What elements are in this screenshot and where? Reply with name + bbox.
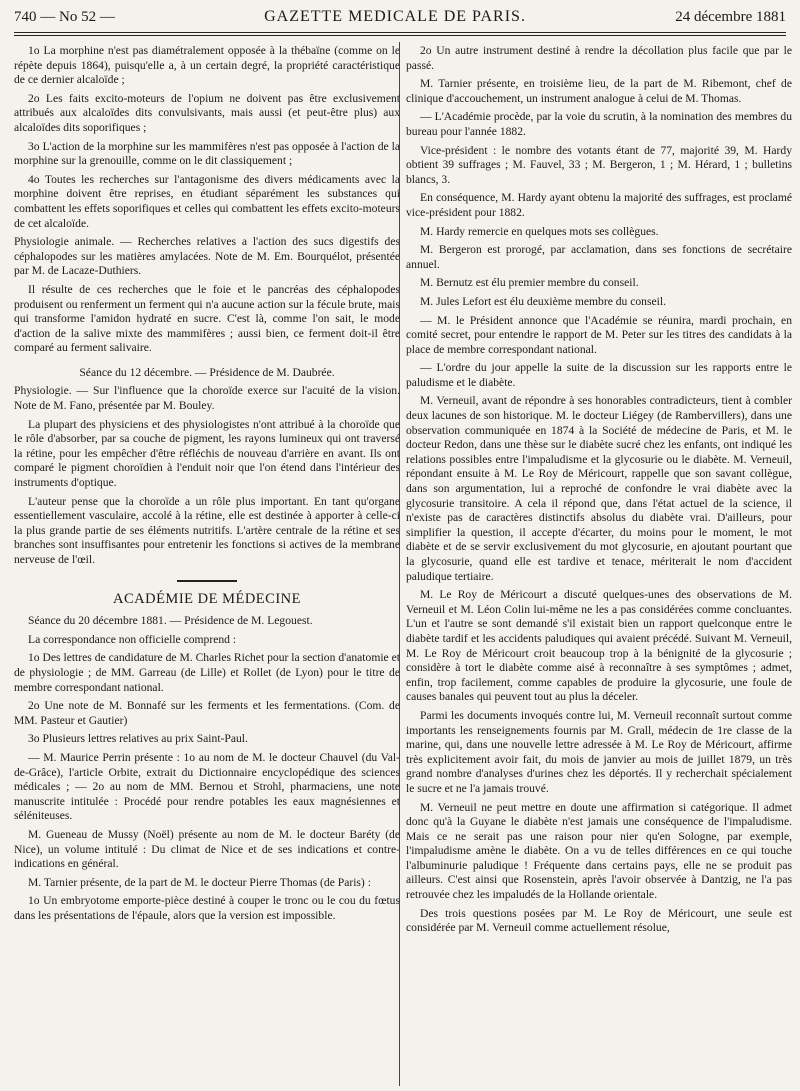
paragraph: M. Tarnier présente, en troisième lieu, de la part de M. Ribemont, chef de clinique d'accouchement, un instrument analogue à celui de M. Thomas.: [406, 77, 792, 105]
column-divider: [399, 42, 400, 1086]
paragraph: 2o Les faits excito-moteurs de l'opium ne doivent pas être exclusivement attribués aux alcaloïdes dits convulsivants, mais aussi (et peut-être plus) aux alcaloïdes dits soporifiques ;: [14, 91, 400, 134]
issue-date: 24 décembre 1881: [675, 9, 786, 25]
section-title: ACADÉMIE DE MÉDECINE: [112, 590, 301, 607]
paragraph: 3o Plusieurs lettres relatives au prix Saint-Paul.: [28, 732, 248, 746]
paragraph: — L'Académie procède, par la voie du scrutin, à la nomination des membres du bureau pour l'année 1882.: [406, 110, 792, 138]
section-divider: [177, 580, 237, 582]
paragraph: — M. Maurice Perrin présente : 1o au nom de M. le docteur Chauvel (du Val-de-Grâce), l'article Orbite, extrait du Dictionnaire encyclopédique des sciences médicales ; — 2o au nom de MM. Bernou et Strohl, pharmaciens, une note manuscrite intitulée : Procédé pour rendre potables les eaux magnésiennes et séléniteuses.: [14, 750, 400, 823]
left-column: [14, 44, 400, 1084]
paragraph: 2o Une note de M. Bonnafé sur les ferments et les fermentations. (Com. de MM. Pasteur et Gautier): [14, 699, 400, 727]
session-heading: Séance du 20 décembre 1881. — Présidence de M. Legouest.: [28, 614, 313, 628]
paragraph: — M. le Président annonce que l'Académie se réunira, mardi prochain, en comité secret, pour entendre le rapport de M. Peter sur les titres des candidats à la place de membre correspondant national.: [406, 313, 792, 356]
journal-title: GAZETTE MEDICALE DE PARIS.: [264, 8, 526, 25]
page-header: [14, 8, 786, 32]
paragraph: M. Gueneau de Mussy (Noël) présente au nom de M. le docteur Baréty (de Nice), un volume intitulé : Du climat de Nice et de ses indications et contre-indications en général.: [14, 827, 400, 871]
paragraph: Des trois questions posées par M. Le Roy de Méricourt, une seule est considérée par M. Verneuil comme actuellement résolue,: [406, 906, 792, 935]
right-column: [406, 44, 792, 1084]
paragraph: Il résulte de ces recherches que le foie et le pancréas des céphalopodes produisent ou renferment un ferment qui n'a aucune action sur la fécule brute, mais qui transforme l'amidon hydraté en sucre. C'est là, comme l'on sait, le mode d'action de la salive mixte des mammifères ; aussi bien, ce ferment doit-il être comparé au ferment salivaire.: [14, 282, 400, 355]
paragraph: La correspondance non officielle comprend :: [28, 632, 237, 646]
paragraph: M. Verneuil, avant de répondre à ses honorables contradicteurs, tient à combler deux lacunes de son historique. M. le docteur Liégey (de Rambervillers), dans une observation communiquée en 1874 à la Société de médecine de Paris, et M. le docteur Redon, dans une thèse sur le diabète sucré chez les enfants, ont indiqué les relations possibles entre l'impaludisme et la glycosurie ou le diabète. M. Verneuil, répondant ensuite à M. Le Roy de Méricourt, rappelle que son savant collègue, dans son argumentation, lui a reproché de confondre le vrai diabète avec la glycosurie transitoire. A cela il répond que, dans l'état actuel de la science, il n'existe pas de caractères distinctifs absolus du diabète vrai. D'ailleurs, pour simplifier la question, il accepte d'écarter, du moins pour le moment, le mot diabète et de se servir exclusivement du mot glycosurie, en ajoutant pourtant que la glycosurie, quand elle est tardive et tenace, mériterait le nom d'accident paludique tertiaire.: [406, 394, 792, 583]
paragraph: 1o Un embryotome emporte-pièce destiné à couper le tronc ou le cou du fœtus dans les présentations de l'épaule, alors que la version est impossible.: [14, 894, 400, 922]
paragraph: 2o Un autre instrument destiné à rendre la décollation plus facile que par le passé.: [406, 44, 792, 72]
paragraph: — L'ordre du jour appelle la suite de la discussion sur les rapports entre le paludisme et le diabète.: [406, 361, 792, 389]
session-heading: Séance du 12 décembre. — Présidence de M. Daubrée.: [79, 365, 335, 379]
paragraph: M. Bernutz est élu premier membre du conseil.: [420, 276, 639, 290]
paragraph: M. Bergeron est prorogé, par acclamation, dans ses fonctions de secrétaire annuel.: [406, 243, 792, 271]
paragraph: M. Le Roy de Méricourt a discuté quelques-unes des observations de M. Verneuil et M. Léon Colin lui-même ne les a pas considérées comme concluantes. L'un et l'autre se sont demandé s'il existait bien un rapport quelconque entre le diabète tardif et les accidents paludiques qui avaient précédé. Suivant M. Verneuil, M. Le Roy de Méricourt croit beaucoup trop à la bénignité de la glycosurie ; considère à tort le diabète comme aisé à reconnaître à ses symptômes ; admet, enfin, trop facilement, comme capables de produire la glycosurie, une foule de causes banales qui peuvent tout au plus la déceler.: [406, 588, 792, 704]
paragraph: M. Verneuil ne peut mettre en doute une affirmation si catégorique. Il admet donc qu'à la Guyane le diabète n'est jamais une conséquence de l'impaludisme. Mais ce ne serait pas une raison pour nier qu'en Sologne, par exemple, l'impaludisme amène le diabète. On a vu de telles différences en ce qui touche l'albuminurie paludique ! Fréquente dans certains pays, elle ne se produit pas ailleurs. C'est ainsi que Rosenstein, après l'avoir observée à Dantzig, ne l'a pas retrouvée chez les impaludés de la Hollande orientale.: [406, 800, 792, 902]
paragraph: 1o La morphine n'est pas diamétralement opposée à la thébaïne (comme on le répète depuis 1864), puisqu'elle a, à un certain degré, la propriété caractéristique de ce dernier alcaloïde ;: [14, 44, 400, 87]
paragraph: En conséquence, M. Hardy ayant obtenu la majorité des suffrages, est proclamé vice-président pour 1882.: [406, 191, 792, 219]
paragraph: M. Tarnier présente, de la part de M. le docteur Pierre Thomas (de Paris) :: [28, 875, 371, 889]
article-heading: Physiologie. — Sur l'influence que la choroïde exerce sur l'acuité de la vision. Note de M. Fano, présentée par M. Bouley.: [14, 384, 400, 413]
paragraph: 3o L'action de la morphine sur les mammifères n'est pas opposée à l'action de la morphine sur la grenouille, comme on le dit classiquement ;: [14, 139, 400, 168]
paragraph: 4o Toutes les recherches sur l'antagonisme des divers médicaments avec la morphine doivent être reprises, en étudiant séparément les substances qui combattent les effets soporifiques et celles qui combattent les effets excito-moteurs de cet alcaloïde.: [14, 172, 400, 230]
article-heading: Physiologie animale. — Recherches relatives a l'action des sucs digestifs des céphalopodes sur les matières amylacées. Note de M. Em. Bourquélot, présentée par M. de Lacaze-Duthiers.: [14, 235, 400, 278]
paragraph: La plupart des physiciens et des physiologistes n'ont attribué à la choroïde que le rôle d'absorber, par sa couche de pigment, les rayons lumineux qui ont traversé la rétine, pour les empêcher d'être réfléchis de nouveau d'arrière en avant. Ils ont comparé le pigment choroïdien à l'enduit noir que l'on étend dans l'intérieur des instruments d'optique.: [14, 417, 400, 490]
page-number: 740 — No 52 —: [14, 9, 115, 25]
paragraph: M. Hardy remercie en quelques mots ses collègues.: [420, 224, 659, 238]
paragraph: M. Jules Lefort est élu deuxième membre du conseil.: [420, 294, 666, 308]
paragraph: Parmi les documents invoqués contre lui, M. Verneuil reconnaît surtout comme importants les renseignements fournis par M. Grall, médecin de 1re classe de la marine, qui, dans une nouvelle lettre adressée à M. Le Roy de Méricourt, affirme très explicitement avoir fait, du mois de janvier au mois de juillet 1879, un très grand nombre d'analyses d'urines chez les déportés. Il y recherchait spécialement le sucre et ne l'a jamais trouvé.: [406, 708, 792, 795]
paragraph: L'auteur pense que la choroïde a un rôle plus important. En tant qu'organe essentiellement vasculaire, accolé à la rétine, elle est destinée à apporter à celle-ci la plus grande partie de ses éléments nutritifs. L'artère centrale de la rétine et ses branches sont insuffisantes pour entretenir les fonctions si actives de la membrane nerveuse de l'œil.: [14, 494, 400, 566]
paragraph: Vice-président : le nombre des votants étant de 77, majorité 39, M. Hardy obtient 39 suffrages ; M. Fauvel, 33 ; M. Bergeron, 1 ; M. Hérard, 1 ; bulletins blancs, 3.: [406, 143, 792, 186]
paragraph: 1o Des lettres de candidature de M. Charles Richet pour la section d'anatomie et de physiologie ; de MM. Garreau (de Lille) et Rollet (de Lyon) pour le titre de membre correspondant national.: [14, 651, 400, 694]
header-rule: [14, 32, 786, 36]
